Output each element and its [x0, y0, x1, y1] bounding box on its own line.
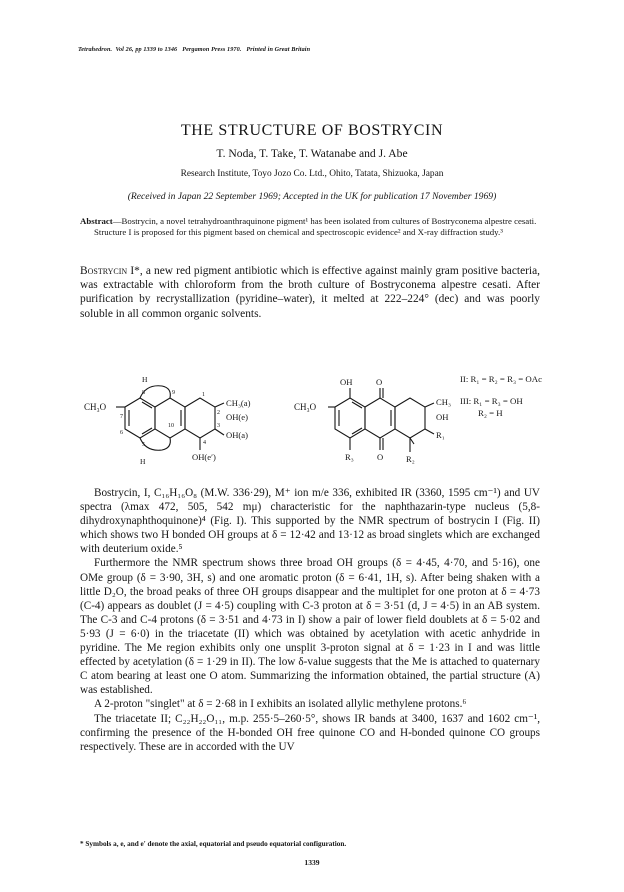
- page-number: 1339: [304, 858, 320, 867]
- s2-o-bottom-label: O: [377, 452, 384, 462]
- article-title: THE STRUCTURE OF BOSTRYCIN: [180, 122, 444, 139]
- s1-locant-8: 8: [142, 390, 145, 396]
- s2-methyl-label: CH₃: [436, 397, 451, 407]
- footnote: * Symbols a, e, and e′ denote the axial, equatorial and pseudo equatorial configuration.: [80, 840, 347, 848]
- s2-oh-top-label: OH: [340, 377, 353, 387]
- s2-r2-label: R₂: [406, 454, 415, 464]
- publisher: Pergamon Press 1970.: [182, 46, 242, 53]
- s2-methoxy-label: CH₃O: [294, 402, 317, 412]
- affiliation: Research Institute, Toyo Jozo Co. Ltd., Ohito, Tatata, Shizuoka, Japan: [180, 169, 444, 179]
- s1-locant-9: 9: [172, 390, 175, 396]
- chemical-structures: [80, 372, 550, 480]
- paragraph-3: A 2-proton "singlet" at δ = 2·68 in I exhibits an isolated allylic methylene protons.⁶: [94, 698, 467, 711]
- printed-in: Printed in Great Britain: [246, 46, 311, 53]
- s1-methoxy-label: CH₃O: [84, 402, 107, 412]
- s2-r1-label: R₁: [436, 430, 445, 440]
- authors: T. Noda, T. Take, T. Watanabe and J. Abe: [216, 147, 408, 160]
- legend-iii-a: III: R₁ = R₃ = OH: [460, 396, 523, 406]
- abstract-line-2: Structure I is proposed for this pigment based on chemical and spectroscopic evidence² and X-ray diffraction study.³: [94, 227, 503, 237]
- s1-locant-1: 1: [202, 392, 205, 398]
- legend-ii: II: R₁ = R₂ = R₃ = OAc: [460, 374, 542, 384]
- s1-oh-axial-label: OH(a): [226, 430, 248, 440]
- structure-drawings: [80, 372, 550, 480]
- s1-locant-4: 4: [203, 440, 206, 446]
- journal-name: Tetrahedron.: [78, 46, 113, 53]
- structure-1-bonds: [116, 386, 224, 451]
- intro-text: , a new red pigment antibiotic which is effective against mainly gram positive bacteria, was extractable with chloroform from the broth culture of Bostryconema alpestre cesati. After purification by recrystallization (pyridine–water), it melted at 222–224° (dec) and was poorly soluble in all common organic solvents.: [80, 265, 540, 320]
- abstract-label: Abstract: [80, 216, 113, 226]
- s2-o-top-label: O: [376, 377, 383, 387]
- citation: Vol 26, pp 1339 to 1346: [115, 46, 178, 53]
- s1-methyl-axial-label: CH₃(a): [226, 398, 251, 408]
- running-header: [78, 46, 310, 53]
- s1-locant-3: 3: [217, 423, 220, 429]
- structure-2-bonds: [328, 388, 434, 452]
- paragraph-4: The triacetate II; C₂₂H₂₂O₁₁, m.p. 255·5–260·5°, shows IR bands at 3400, 1637 and 1602 cm⁻¹, confirming the presence of the H-bonded OH free quinone CO and H-bonded quinone CO groups respectively. These are in accorded with the UV: [80, 712, 540, 753]
- s1-locant-6: 6: [120, 430, 123, 436]
- s1-bridge-h-bottom: H: [140, 457, 146, 466]
- intro-paragraph: [80, 264, 540, 321]
- s1-locant-10: 10: [168, 423, 174, 429]
- s1-locant-7: 7: [120, 414, 123, 420]
- s1-locant-2: 2: [217, 410, 220, 416]
- compound-name: Bostrycin I*: [80, 265, 140, 277]
- paragraph-1: Bostrycin, I, C₁₆H₁₆O₈ (M.W. 336·29), M⁺ ion m/e 336, exhibited IR (3360, 1595 cm⁻¹) and UV spectra (λmax 472, 505, 542 mμ) characteristic for the naphthazarin-type nucleus (5,8-dihydroxynaphthoquinone)⁴ (Fig. I). This supported by the NMR spectrum of bostrycin I (Fig. II) which shows two H bonded OH groups at δ = 12·42 and 13·12 as broad singlets which are exchanged with deuterium oxide.⁵: [80, 487, 540, 556]
- abstract-line-1: Abstract—Bostrycin, a novel tetrahydroanthraquinone pigment¹ has been isolated from cultures of Bostryconema alpestre cesati.: [80, 216, 537, 226]
- s1-bridge-h-top: H: [142, 375, 148, 384]
- s2-r3-label: R₃: [345, 452, 354, 462]
- s1-oh-equatorial-label: OH(e): [226, 412, 248, 422]
- s2-oh-right-label: OH: [436, 412, 449, 422]
- s1-oh-pseudo-label: OH(e′): [192, 452, 216, 462]
- main-text: [80, 486, 540, 754]
- abstract: [80, 216, 538, 238]
- received-dates: (Received in Japan 22 September 1969; Accepted in the UK for publication 17 November 1969): [127, 191, 497, 202]
- paragraph-2: Furthermore the NMR spectrum shows three broad OH groups (δ = 4·45, 4·70, and 5·16), one OMe group (δ = 3·90, 3H, s) and one aromatic proton (δ = 6·41, 1H, s). After being shaken with a little D₂O, the broad peaks of three OH groups disappear and the multiplet for one proton at δ = 4·73 (C-4) appears as doublet (J = 4·5) coupling with C-3 proton at δ = 3·51 (d, J = 4·5) in an AB system. The C-3 and C-4 protons (δ = 3·51 and 4·73 in I) show a pair of lower field doublets at δ = 5·02 and 5·93 (J = 6·0) in the triacetate (II) which was obtained by acetylation with acetic anhydride in pyridine. The Me region exhibits only one unsplit 3-proton signal at δ = 1·23 in I and was little effected by acetylation (δ = 1·29 in II). The low δ-value suggests that the Me is attached to quaternary C atom bearing at least one O atom. Summarizing the information obtained, the partial structure (A) was established.: [80, 557, 540, 697]
- s1-locant-5: 5: [142, 442, 145, 448]
- legend-iii-b: R₂ = H: [478, 408, 503, 418]
